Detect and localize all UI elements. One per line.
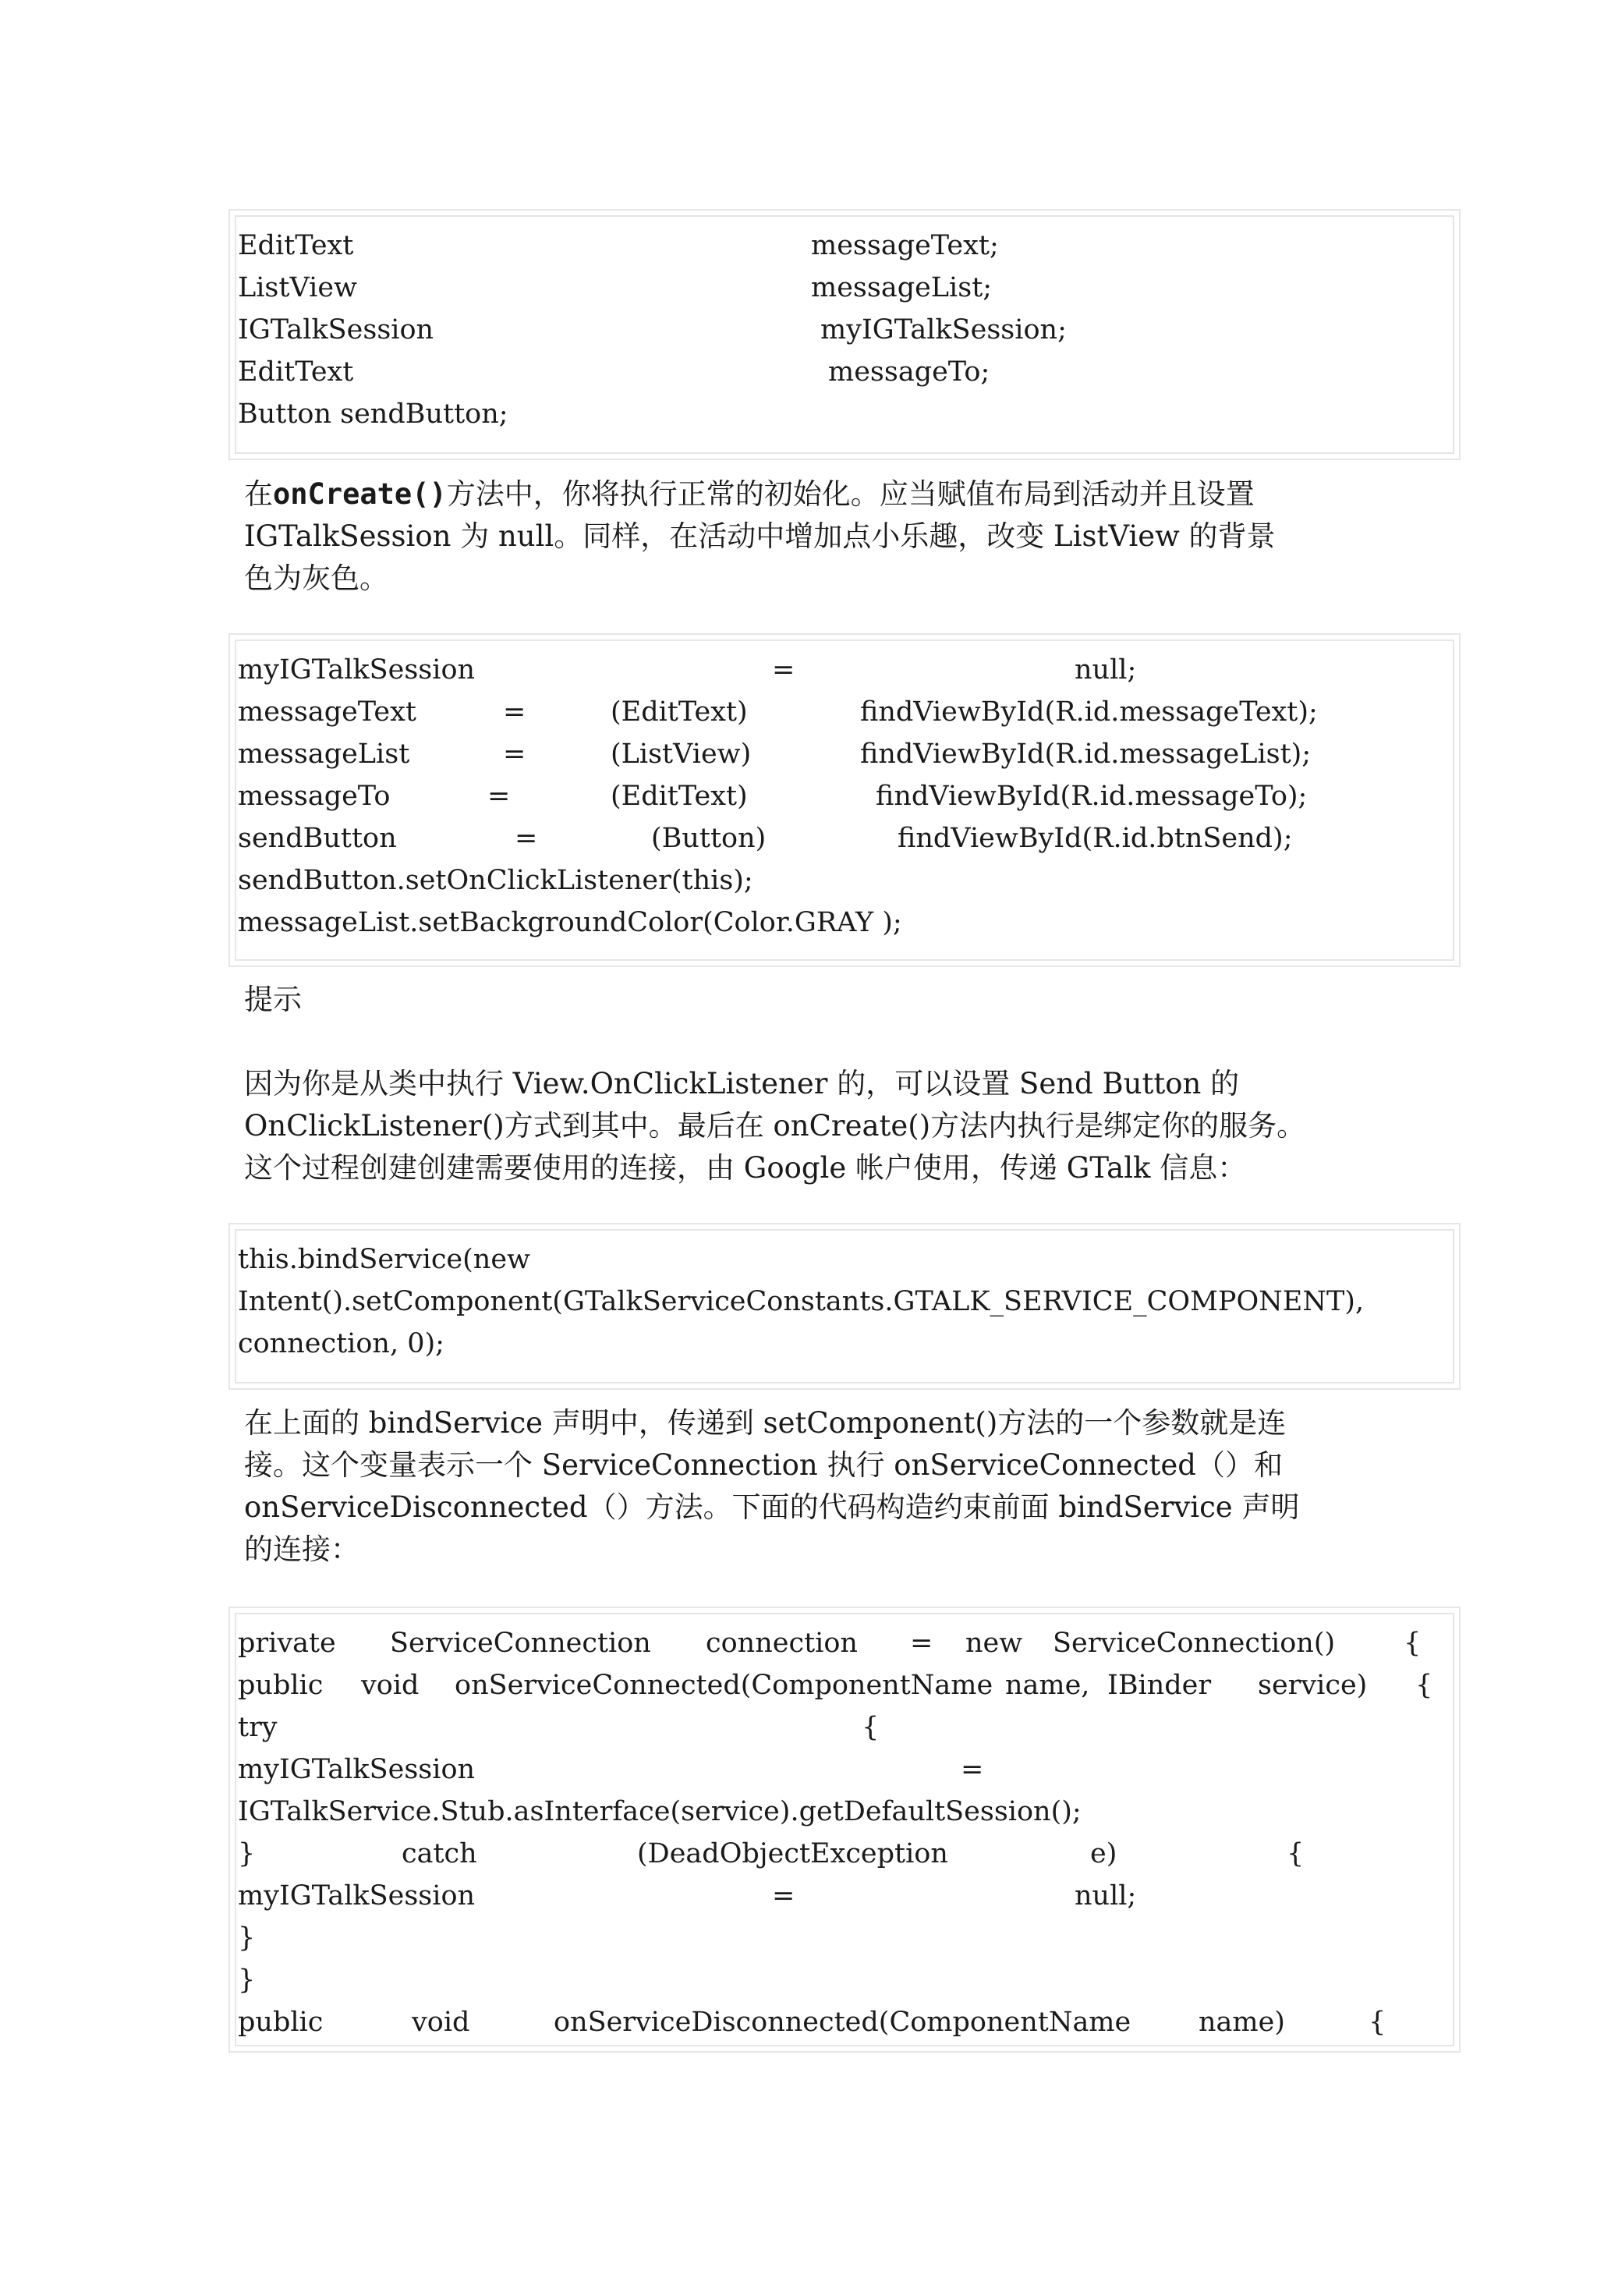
code-line (238, 1791, 1082, 1833)
code-block-bindservice (228, 1223, 1461, 1390)
code-token: { (1404, 1628, 1422, 1659)
code-line (238, 351, 990, 393)
code-block-serviceconnection (228, 1607, 1461, 2053)
code-token: sendButton.setOnClickListener(this); (238, 865, 753, 896)
code-block-init (228, 633, 1461, 967)
code-line: this.bindService(new (238, 1244, 531, 1275)
code-token: myIGTalkSession (238, 1880, 476, 1912)
text-line (244, 473, 1383, 516)
code-line (238, 649, 1137, 691)
code-token: messageList (238, 739, 410, 770)
code-token: onServiceConnected(ComponentName (455, 1670, 993, 1701)
code-token: name, (1005, 1670, 1090, 1701)
code-token: (EditText) (611, 781, 748, 812)
code-token: { (1369, 2007, 1386, 2038)
code-lines (238, 1238, 1364, 1365)
code-token: (DeadObjectException (637, 1838, 948, 1869)
code-token: null; (1075, 1880, 1137, 1912)
code-lines (238, 225, 1067, 435)
text-span: 在 (244, 477, 273, 511)
tip-heading (244, 979, 1383, 1021)
code-line (238, 1749, 984, 1791)
paragraph-oncreate (244, 473, 1383, 600)
text-line: 这个过程创建创建需要使用的连接，由 Google 帐户使用，传递 GTalk 信息： (244, 1151, 1247, 1185)
paragraph-onclick (244, 1063, 1383, 1189)
code-line (238, 1875, 1137, 1917)
code-token: findViewById(R.id.messageTo); (876, 781, 1308, 812)
code-token: void (361, 1670, 420, 1701)
code-lines (238, 649, 1318, 944)
text-line: 在上面的 bindService 声明中，传递到 setComponent()方法的一个参数就是连 (244, 1406, 1287, 1440)
text-line: 提示 (244, 983, 302, 1016)
text-line: 接。这个变量表示一个 ServiceConnection 执行 onServiceConnected（）和 (244, 1448, 1283, 1482)
code-token: void (412, 2007, 470, 2038)
code-token: ServiceConnection (390, 1628, 651, 1659)
code-line (238, 225, 999, 267)
code-token: findViewById(R.id.messageText); (860, 696, 1318, 728)
code-token: public (238, 2007, 324, 2038)
code-token: (EditText) (611, 696, 748, 728)
code-token: = (910, 1628, 933, 1659)
code-token: = (503, 696, 526, 728)
code-token: myIGTalkSession (238, 1754, 476, 1785)
code-token: = (772, 1880, 795, 1912)
code-lines (238, 1622, 1433, 2043)
code-line (238, 1664, 1433, 1706)
text-line: 色为灰色。 (244, 562, 388, 595)
code-token: EditText (238, 356, 354, 388)
code-token: findViewById(R.id.btnSend); (898, 823, 1293, 854)
code-line (238, 691, 1318, 733)
code-token: ListView (238, 272, 357, 303)
code-token: catch (402, 1838, 477, 1869)
code-token: { (1415, 1670, 1433, 1701)
code-line: connection, 0); (238, 1328, 444, 1359)
code-token: } (238, 1922, 256, 1954)
code-token: = (772, 654, 795, 686)
code-token: new (965, 1628, 1023, 1659)
text-line: IGTalkSession 为 null。同样，在活动中增加点小乐趣，改变 ListView 的背景 (244, 519, 1276, 553)
code-line (238, 733, 1312, 775)
code-token: messageList.setBackgroundColor(Color.GRAY ); (238, 907, 902, 938)
code-line (238, 309, 1067, 351)
code-token: onServiceDisconnected(ComponentName (554, 2007, 1131, 2038)
code-token: null; (1075, 654, 1137, 686)
code-token: private (238, 1628, 336, 1659)
code-token: } (238, 1965, 256, 1996)
code-token: myIGTalkSession; (820, 314, 1067, 345)
code-token: messageTo (238, 781, 391, 812)
text-span: 方法中，你将执行正常的初始化。应当赋值布局到活动并且设置 (446, 477, 1255, 511)
code-token: name) (1199, 2007, 1285, 2038)
code-line (238, 1833, 1305, 1875)
inline-code: onCreate() (273, 477, 447, 511)
code-token: service) (1258, 1670, 1368, 1701)
code-token: messageTo; (828, 356, 990, 388)
code-token: IGTalkService.Stub.asInterface(service).getDefaultSession(); (238, 1796, 1082, 1827)
code-line (238, 393, 508, 435)
text-line: 因为你是从类中执行 View.OnClickListener 的，可以设置 Send Button 的 (244, 1067, 1240, 1100)
code-token: e) (1090, 1838, 1117, 1869)
code-token: ServiceConnection() (1053, 1628, 1336, 1659)
code-token: messageText; (811, 230, 999, 261)
code-token: IBinder (1107, 1670, 1212, 1701)
code-line (238, 2001, 1386, 2043)
code-token: { (862, 1712, 880, 1743)
code-line (238, 817, 1293, 859)
code-token: { (1287, 1838, 1305, 1869)
code-token: try (238, 1712, 278, 1743)
code-token: IGTalkSession (238, 314, 434, 345)
code-line (238, 1959, 290, 2001)
text-line: 的连接： (244, 1532, 359, 1566)
code-token: (ListView) (611, 739, 752, 770)
text-line: onServiceDisconnected（）方法。下面的代码构造约束前面 bindService 声明 (244, 1490, 1300, 1524)
code-token: (Button) (651, 823, 767, 854)
code-line (238, 775, 1308, 817)
code-line (238, 267, 993, 309)
code-token: messageText (238, 696, 416, 728)
code-token: messageList; (811, 272, 993, 303)
code-token: = (515, 823, 538, 854)
paragraph-bindservice (244, 1402, 1383, 1571)
code-token: = (487, 781, 511, 812)
code-token: = (503, 739, 526, 770)
code-line (238, 859, 753, 902)
code-line (238, 902, 902, 944)
code-token: myIGTalkSession (238, 654, 476, 686)
code-token: Button sendButton; (238, 399, 508, 430)
code-token: public (238, 1670, 324, 1701)
code-token: EditText (238, 230, 354, 261)
code-line (238, 1917, 290, 1959)
code-line (238, 1706, 880, 1749)
code-block-fields (228, 209, 1461, 460)
code-token: } (238, 1838, 256, 1869)
code-token: sendButton (238, 823, 397, 854)
code-token: connection (706, 1628, 858, 1659)
code-line (238, 1622, 1422, 1664)
text-line: OnClickListener()方式到其中。最后在 onCreate()方法内执行是绑定你的服务。 (244, 1109, 1306, 1143)
code-token: = (961, 1754, 984, 1785)
code-line: Intent().setComponent(GTalkServiceConstants.GTALK_SERVICE_COMPONENT), (238, 1286, 1365, 1317)
code-token: findViewById(R.id.messageList); (860, 739, 1312, 770)
